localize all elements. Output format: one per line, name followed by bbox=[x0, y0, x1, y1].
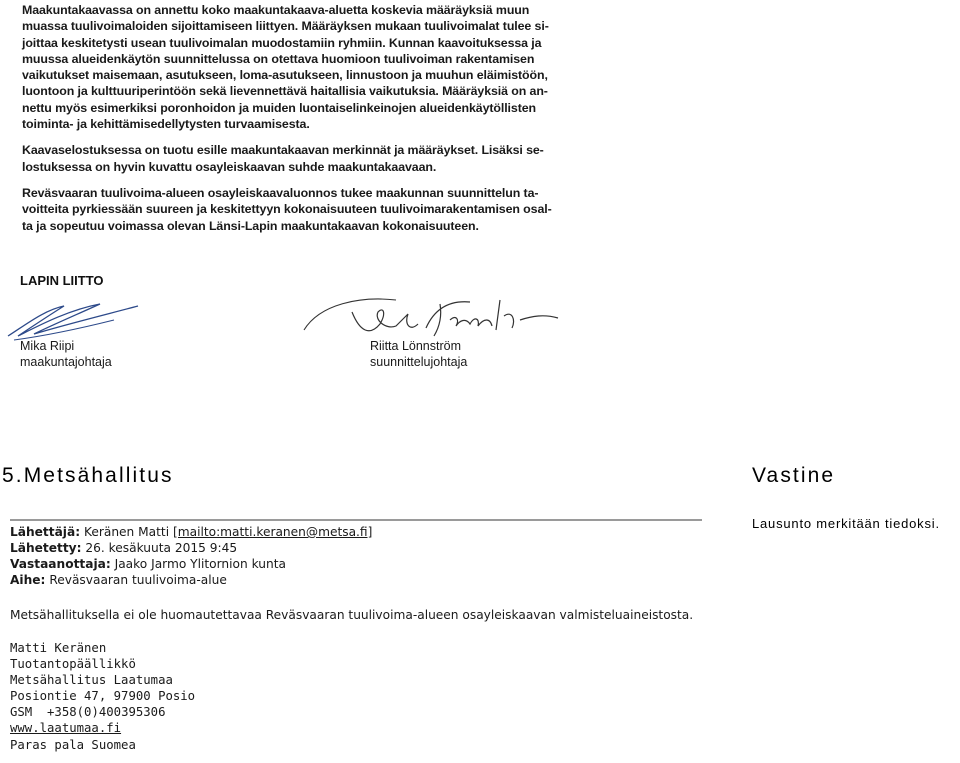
signatory-2-title: suunnittelujohtaja bbox=[370, 355, 468, 369]
text-line: toiminta- ja kehittämisedellytysten turvaamisesta. bbox=[22, 117, 310, 132]
email-body: Metsähallituksella ei ole huomautettavaa Reväsvaaran tuulivoima-alueen osayleiskaavan valmisteluaineistosta. bbox=[10, 608, 694, 622]
signatory-1-title: maakuntajohtaja bbox=[20, 355, 112, 369]
text-line: luontoon ja kulttuuriperintöön sekä lievennettävä haitallisia vaikutuksia. Määräyksiä on an- bbox=[22, 84, 548, 99]
signatory-1-name: Mika Riipi bbox=[20, 339, 75, 353]
text-line: nettu myös esimerkiksi poronhoidon ja muiden luontaiselinkeinojen alueidenkäytöllisten bbox=[22, 100, 536, 115]
signature-name: Matti Keränen bbox=[10, 641, 107, 655]
email-to-row bbox=[10, 556, 372, 572]
email-signature bbox=[10, 640, 195, 753]
email-subject-value: Reväsvaaran tuulivoima-alue bbox=[49, 573, 227, 587]
email-from-row bbox=[10, 524, 372, 540]
email-sent-label: Lähetetty: bbox=[10, 541, 82, 555]
letter-paragraph-1 bbox=[22, 2, 602, 132]
text-line: Kaavaselostuksessa on tuotu esille maakuntakaavan merkinnät ja määräykset. Lisäksi se- bbox=[22, 143, 544, 158]
text-line: voitteita pyrkiessään suureen ja keskitettyyn kokonaisuuteen tuulivoimarakentamisen osal- bbox=[22, 202, 552, 217]
email-sent-row bbox=[10, 540, 372, 556]
email-from-label: Lähettäjä: bbox=[10, 525, 81, 539]
text-line: ta ja sopeutuu voimassa olevan Länsi-Lapin maakuntakaavan kokonaisuuteen. bbox=[22, 218, 479, 233]
signature-phone-label: GSM bbox=[10, 705, 33, 720]
signature-slogan: Paras pala Suomea bbox=[10, 737, 136, 752]
email-divider bbox=[10, 519, 702, 521]
letter-paragraph-3 bbox=[22, 185, 602, 234]
signatory-2-name: Riitta Lönnström bbox=[370, 339, 462, 353]
email-subject-row bbox=[10, 572, 372, 588]
email-from-link[interactable]: [mailto:matti.keranen@metsa.fi] bbox=[172, 525, 373, 539]
signature-role: Tuotantopäällikkö bbox=[10, 657, 136, 672]
signatory-2 bbox=[370, 338, 467, 370]
text-line: Reväsvaaran tuulivoima-alueen osayleiskaavaluonnos tukee maakunnan suunnittelun ta- bbox=[22, 185, 539, 200]
signature-phone: +358(0)400395306 bbox=[47, 705, 166, 720]
signature-phone-row bbox=[10, 704, 195, 720]
text-line: lostuksessa on hyvin kuvattu osayleiskaavan suhde maakuntakaavaan. bbox=[22, 159, 437, 174]
text-line: muussa alueidenkäytön suunnittelussa on otettava huomioon tuulivoiman rakentamisen bbox=[22, 51, 535, 66]
section-heading: 5.Metsähallitus bbox=[2, 464, 174, 487]
email-from-value: Keränen Matti bbox=[83, 525, 170, 539]
organization-name: LAPIN LIITTO bbox=[20, 273, 104, 288]
signature-website-link[interactable]: www.laatumaa.fi bbox=[10, 721, 122, 736]
reply-heading: Vastine bbox=[752, 464, 836, 487]
letter-paragraph-2 bbox=[22, 142, 602, 175]
email-to-value: Jaako Jarmo Ylitornion kunta bbox=[114, 557, 286, 571]
email-header bbox=[10, 524, 372, 588]
signature-address: Posiontie 47, 97900 Posio bbox=[10, 689, 196, 704]
text-line: vaikutukset maisemaan, asutukseen, loma-asutukseen, linnustoon ja muuhun eläimistöön, bbox=[22, 68, 548, 83]
signatory-1 bbox=[20, 338, 112, 370]
email-subject-label: Aihe: bbox=[10, 573, 46, 587]
email-sent-value: 26. kesäkuuta 2015 9:45 bbox=[85, 541, 238, 555]
signature-unit: Metsähallitus Laatumaa bbox=[10, 673, 173, 688]
reply-text: Lausunto merkitään tiedoksi. bbox=[752, 516, 940, 531]
statement-letter bbox=[22, 2, 602, 244]
text-line: muassa tuulivoimaloiden sijoittamiseen liittyen. Määräyksen mukaan tuulivoimalat tulee si- bbox=[22, 19, 549, 34]
email-to-label: Vastaanottaja: bbox=[10, 557, 111, 571]
text-line: Maakuntakaavassa on annettu koko maakuntakaava-aluetta koskevia määräyksiä muun bbox=[22, 3, 530, 17]
text-line: joittaa keskitetysti usean tuulivoimalan muodostamiin ryhmiin. Kunnan kaavoituksessa ja bbox=[22, 35, 542, 50]
